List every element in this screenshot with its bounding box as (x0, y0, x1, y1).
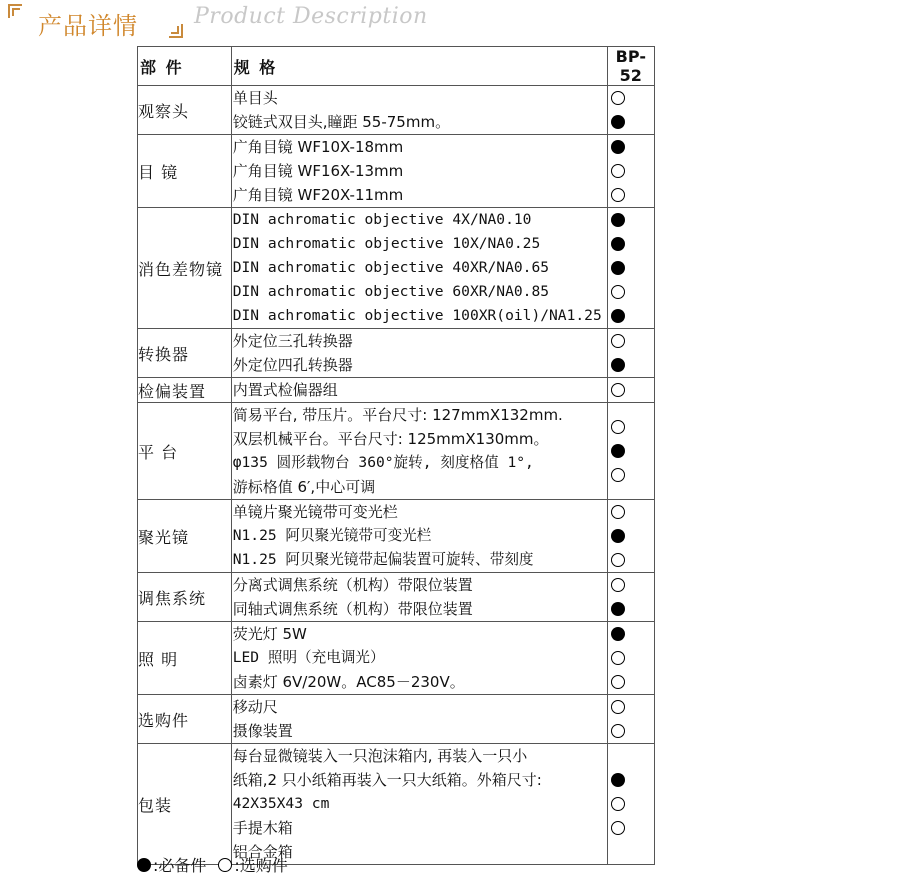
table-row (138, 573, 655, 622)
empty-circle-icon (611, 578, 625, 592)
filled-circle-icon (611, 261, 625, 275)
spec-line: 外定位三孔转换器 (232, 332, 353, 350)
spec-line: 铰链式双目头,瞳距 55-75mm。 (232, 113, 451, 131)
empty-circle-icon (218, 858, 232, 872)
spec-cell (231, 744, 607, 865)
table-row (138, 135, 655, 208)
part-name: 目 镜 (138, 135, 232, 208)
availability-cell (607, 622, 654, 695)
table-row (138, 86, 655, 135)
legend-required-label: :必备件 (153, 856, 207, 875)
section-title: 产品详情 (38, 12, 138, 40)
filled-circle-icon (611, 115, 625, 129)
spec-line: 铝合金箱 (232, 843, 293, 861)
part-name: 选购件 (138, 695, 232, 744)
filled-circle-icon (611, 773, 625, 787)
availability-cell (607, 378, 654, 403)
empty-circle-icon (611, 91, 625, 105)
section-banner (8, 4, 183, 38)
spec-line: DIN achromatic objective 10X/NA0.25 (232, 235, 541, 252)
empty-circle-icon (611, 164, 625, 178)
spec-cell (231, 208, 607, 329)
availability-cell (607, 86, 654, 135)
filled-circle-icon (611, 444, 625, 458)
filled-circle-icon (611, 237, 625, 251)
table-row (138, 695, 655, 744)
part-name: 转换器 (138, 329, 232, 378)
availability-cell (607, 744, 654, 865)
filled-circle-icon (611, 602, 625, 616)
availability-cell (607, 500, 654, 573)
part-name: 调焦系统 (138, 573, 232, 622)
spec-cell (231, 378, 607, 403)
spec-table (137, 46, 655, 865)
spec-line: DIN achromatic objective 100XR(oil)/NA1.25 (232, 307, 602, 324)
banner-corner-ornament (171, 26, 179, 34)
part-name: 消色差物镜 (138, 208, 232, 329)
filled-circle-icon (611, 213, 625, 227)
banner-corner-ornament (12, 8, 20, 16)
spec-line: DIN achromatic objective 4X/NA0.10 (232, 211, 532, 228)
legend-optional-label: :选购件 (234, 856, 288, 875)
empty-circle-icon (611, 420, 625, 434)
empty-circle-icon (611, 675, 625, 689)
availability-cell (607, 573, 654, 622)
spec-line: 广角目镜 WF16X-13mm (232, 162, 404, 180)
spec-line: 简易平台, 带压片。平台尺寸: 127mmX132mm. (232, 406, 563, 424)
spec-line: DIN achromatic objective 60XR/NA0.85 (232, 283, 550, 300)
spec-cell (231, 573, 607, 622)
table-header-row (138, 47, 655, 86)
empty-circle-icon (611, 700, 625, 714)
empty-circle-icon (611, 505, 625, 519)
spec-line: φ135 圆形载物台 360°旋转, 刻度格值 1°, (232, 454, 534, 471)
empty-circle-icon (611, 285, 625, 299)
section-subtitle: Product Description (194, 4, 428, 29)
spec-cell (231, 403, 607, 500)
empty-circle-icon (611, 383, 625, 397)
availability-cell (607, 329, 654, 378)
spec-line: 广角目镜 WF20X-11mm (232, 186, 404, 204)
spec-line: 游标格值 6′,中心可调 (232, 478, 376, 496)
header-model: BP-52 (607, 47, 654, 86)
spec-line: 外定位四孔转换器 (232, 356, 353, 374)
availability-cell (607, 403, 654, 500)
filled-circle-icon (137, 858, 151, 872)
spec-line: 分离式调焦系统（机构）带限位装置 (232, 576, 473, 594)
availability-cell (607, 695, 654, 744)
spec-line: 双层机械平台。平台尺寸: 125mmX130mm。 (232, 430, 549, 448)
empty-circle-icon (611, 797, 625, 811)
spec-line: 单目头 (232, 89, 278, 107)
part-name: 照 明 (138, 622, 232, 695)
availability-cell (607, 208, 654, 329)
header-part: 部 件 (138, 47, 232, 86)
spec-line: 卤素灯 6V/20W。AC85－230V。 (232, 673, 465, 691)
spec-cell (231, 695, 607, 744)
spec-line: 42X35X43 cm (232, 795, 330, 812)
spec-line: 单镜片聚光镜带可变光栏 (232, 503, 398, 521)
spec-line: 摄像装置 (232, 722, 293, 740)
filled-circle-icon (611, 627, 625, 641)
table-row (138, 622, 655, 695)
table-row (138, 208, 655, 329)
part-name: 检偏装置 (138, 378, 232, 403)
spec-line: 内置式检偏器组 (232, 381, 338, 399)
spec-cell (231, 135, 607, 208)
header-spec: 规 格 (231, 47, 607, 86)
empty-circle-icon (611, 334, 625, 348)
part-name: 观察头 (138, 86, 232, 135)
empty-circle-icon (611, 553, 625, 567)
spec-line: LED 照明（充电调光） (232, 649, 385, 666)
table-row (138, 500, 655, 573)
spec-cell (231, 329, 607, 378)
spec-line: 每台显微镜装入一只泡沫箱内, 再装入一只小 (232, 747, 528, 765)
spec-line: 同轴式调焦系统（机构）带限位装置 (232, 600, 473, 618)
spec-cell (231, 622, 607, 695)
spec-line: DIN achromatic objective 40XR/NA0.65 (232, 259, 550, 276)
empty-circle-icon (611, 651, 625, 665)
table-row (138, 403, 655, 500)
filled-circle-icon (611, 309, 625, 323)
part-name: 包装 (138, 744, 232, 865)
spec-line: 纸箱,2 只小纸箱再装入一只大纸箱。外箱尺寸: (232, 771, 542, 789)
table-row (138, 378, 655, 403)
spec-cell (231, 500, 607, 573)
spec-line: 荧光灯 5W (232, 625, 307, 643)
availability-cell (607, 135, 654, 208)
spec-cell (231, 86, 607, 135)
filled-circle-icon (611, 358, 625, 372)
filled-circle-icon (611, 140, 625, 154)
spec-line: N1.25 阿贝聚光镜带可变光栏 (232, 527, 432, 544)
legend (137, 853, 300, 876)
empty-circle-icon (611, 821, 625, 835)
spec-line: 广角目镜 WF10X-18mm (232, 138, 404, 156)
filled-circle-icon (611, 529, 625, 543)
empty-circle-icon (611, 724, 625, 738)
spec-line: 手提木箱 (232, 819, 293, 837)
part-name: 平 台 (138, 403, 232, 500)
part-name: 聚光镜 (138, 500, 232, 573)
empty-circle-icon (611, 468, 625, 482)
table-row (138, 329, 655, 378)
empty-circle-icon (611, 188, 625, 202)
spec-line: 移动尺 (232, 698, 278, 716)
spec-line: N1.25 阿贝聚光镜带起偏装置可旋转、带刻度 (232, 551, 534, 568)
table-row (138, 744, 655, 865)
